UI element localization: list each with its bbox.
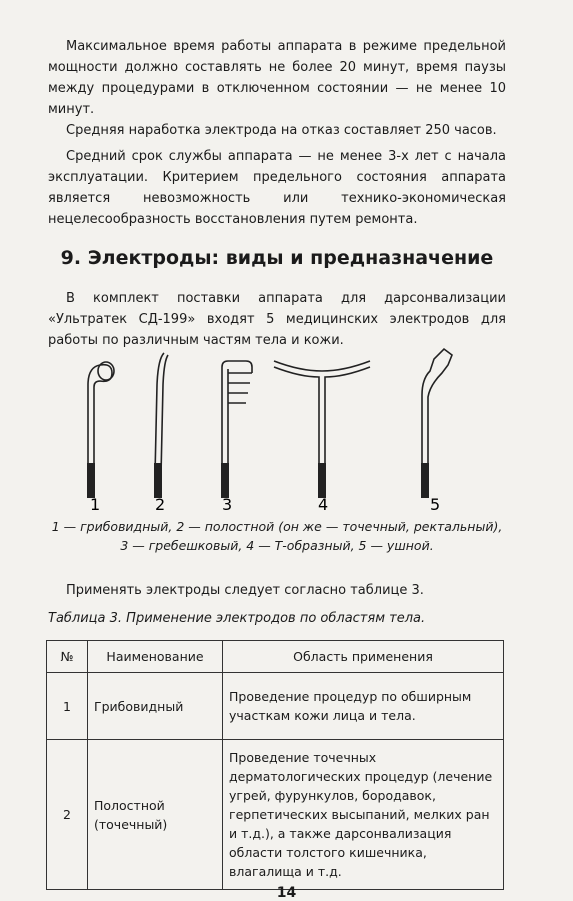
paragraph-apply: Применять электроды следует согласно таблице 3.	[66, 583, 424, 598]
header-number: №	[47, 641, 88, 673]
row-number: 1	[47, 673, 88, 740]
section-heading: 9. Электроды: виды и предназначение	[60, 247, 494, 269]
row-area: Проведение точечных дерматологических процедур (лечение угрей, фурункулов, бородавок, герпетических высыпаний, мелких ран и т.д.), а также дарсонвализация области толстого кишечника, влагалища и т.д.	[223, 740, 504, 890]
figure-caption	[48, 517, 506, 555]
figure-label-3: 3	[222, 495, 233, 514]
paragraph-max-time: Максимальное время работы аппарата в режиме предельной мощности должно составлять не более 20 минут, время паузы между процедурами в отключенном состоянии — не менее 10 минут.	[48, 39, 506, 117]
electrodes-table	[46, 640, 504, 890]
electrode-comb	[221, 361, 252, 498]
page-number: 14	[276, 885, 297, 901]
table-header-row	[47, 641, 504, 673]
electrode-t-shaped	[274, 361, 370, 498]
figure-caption-line-2: 3 — гребешковый, 4 — Т-образный, 5 — ушной.	[120, 538, 434, 553]
row-number: 2	[47, 740, 88, 890]
figure-label-5: 5	[430, 495, 441, 514]
row-name: Полостной (точечный)	[88, 740, 223, 890]
paragraph-kit: В комплект поставки аппарата для дарсонвализации «Ультратек СД-199» входят 5 медицинских электродов для работы по различным частям тела и кожи.	[48, 291, 506, 348]
electrode-ear	[421, 349, 452, 498]
electrodes-illustration	[60, 345, 490, 520]
header-name: Наименование	[88, 641, 223, 673]
row-area: Проведение процедур по обширным участкам кожи лица и тела.	[223, 673, 504, 740]
figure-label-2: 2	[155, 495, 166, 514]
row-name: Грибовидный	[88, 673, 223, 740]
header-area: Область применения	[223, 641, 504, 673]
table-row	[47, 673, 504, 740]
paragraph-service-life: Средний срок службы аппарата — не менее 3-х лет с начала эксплуатации. Критерием предельного состояния аппарата является невозможность или технико-экономическая нецелесообразность восстановления путем ремонта.	[48, 149, 506, 227]
figure-label-4: 4	[318, 495, 329, 514]
table-row	[47, 740, 504, 890]
paragraph-failure-time: Средняя наработка электрода на отказ составляет 250 часов.	[66, 123, 497, 138]
figure-label-1: 1	[90, 495, 101, 514]
table-caption: Таблица 3. Применение электродов по областям тела.	[48, 611, 426, 626]
electrode-cavity	[154, 353, 168, 498]
figure-caption-line-1: 1 — грибовидный, 2 — полостной (он же — точечный, ректальный),	[51, 519, 503, 534]
electrode-mushroom	[87, 362, 114, 498]
